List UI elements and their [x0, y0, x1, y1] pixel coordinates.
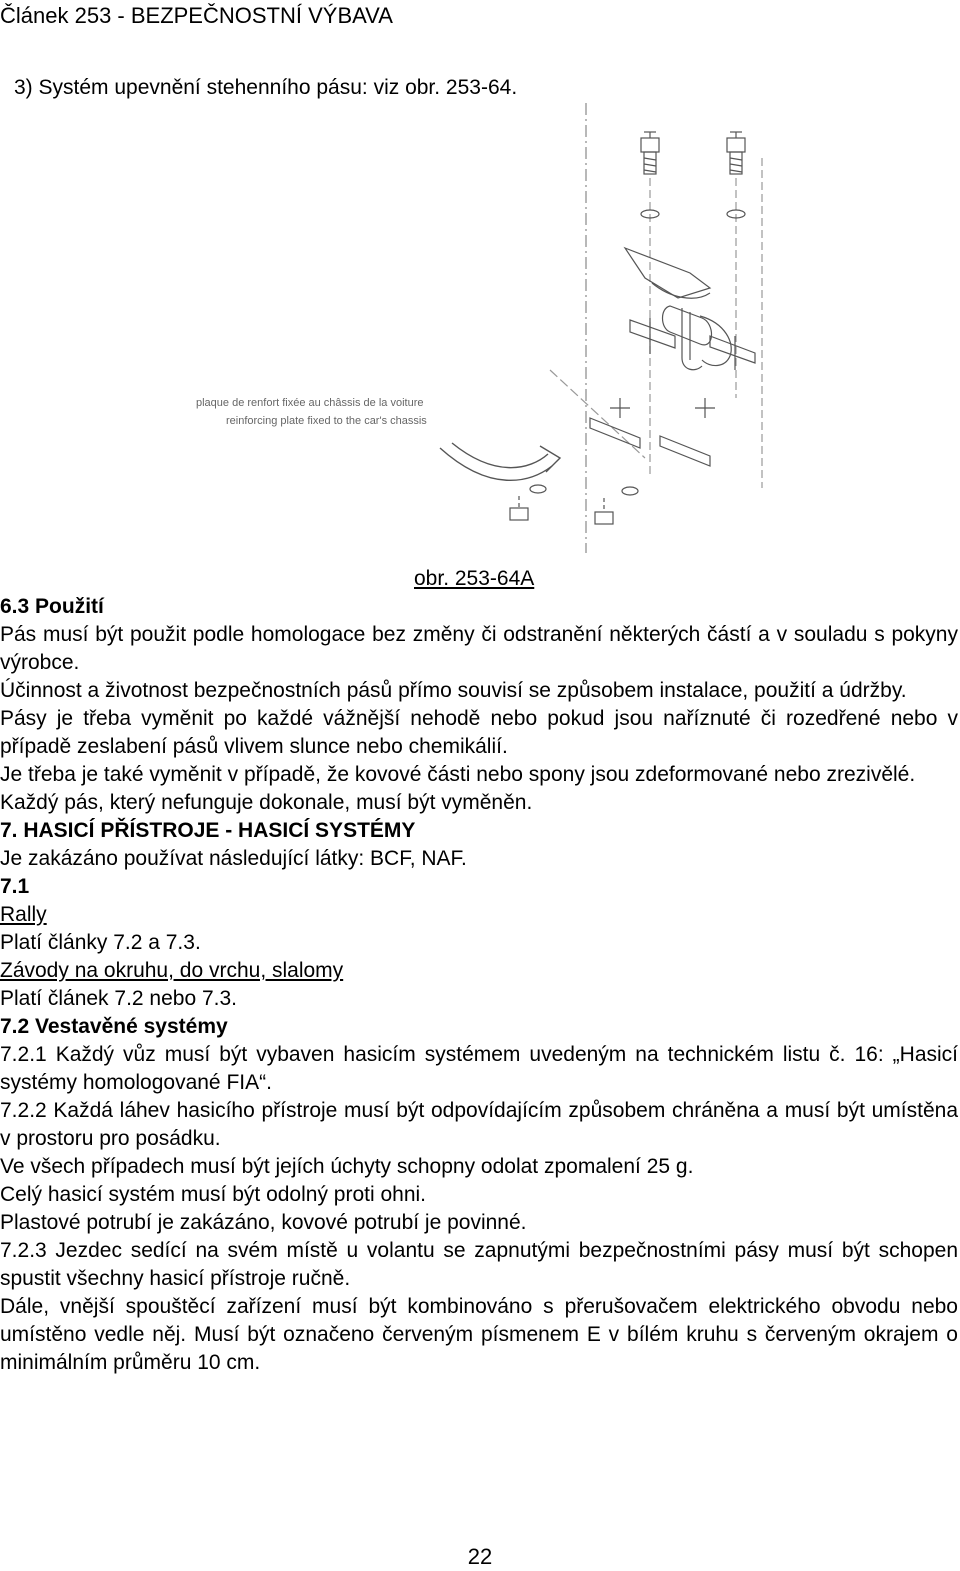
rally-text: Platí články 7.2 a 7.3. — [0, 931, 201, 954]
section-7-1-heading: 7.1 — [0, 875, 30, 898]
section-7-heading: 7. HASICÍ PŘÍSTROJE - HASICÍ SYSTÉMY — [0, 819, 416, 842]
section-7-2-2: 7.2.2 Každá láhev hasicího přístroje musí být odpovídajícím způsobem chráněna a musí být umístěna v prostoru pro posádku. — [0, 1099, 958, 1150]
section-7-2-2-paragraph-4: Plastové potrubí je zakázáno, kovové potrubí je povinné. — [0, 1211, 527, 1234]
section-6-3-heading: 6.3 Použití — [0, 595, 104, 618]
section-6-3-paragraph-5: Každý pás, který nefunguje dokonale, musí být vyměněn. — [0, 791, 533, 814]
section-7-2-3: 7.2.3 Jezdec sedící na svém místě u volantu se zapnutými bezpečnostními pásy musí být schopen spustit všechny hasicí přístroje ručně. — [0, 1239, 958, 1290]
section-7-2-1: 7.2.1 Každý vůz musí být vybaven hasicím systémem uvedeným na technickém listu č. 16: „Hasicí systémy homologované FIA“. — [0, 1043, 958, 1094]
page-number: 22 — [467, 1544, 493, 1569]
bolt-right — [727, 132, 745, 174]
section-7-2-heading: 7.2 Vestavěné systémy — [0, 1015, 228, 1038]
seat-belt-mounting-diagram — [190, 98, 790, 568]
label-french: plaque de renfort fixée au châssis de la voiture — [196, 397, 424, 409]
main-content — [0, 593, 958, 1377]
section-7-2-3-paragraph-2: Dále, vnější spouštěcí zařízení musí být kombinováno s přerušovačem elektrického obvodu nebo umístěno vedle něj. Musí být označeno červeným písmenem E v bílém kruhu s červeným okrajem o minimálním průměru 10 cm. — [0, 1295, 958, 1374]
section-6-3-paragraph-2: Účinnost a životnost bezpečnostních pásů přímo souvisí se způsobem instalace, použití a údržby. — [0, 679, 907, 702]
section-6-3-paragraph-3: Pásy je třeba vyměnit po každé vážnější nehodě nebo pokud jsou naříznuté či rozedřené nebo v případě zeslabení pásů vlivem slunce nebo chemikálií. — [0, 707, 958, 758]
page-header: Článek 253 - BEZPEČNOSTNÍ VÝBAVA — [0, 3, 393, 28]
rally-subheading: Rally — [0, 903, 47, 926]
section-7-2-2-paragraph-3: Celý hasicí systém musí být odolný proti ohni. — [0, 1183, 427, 1206]
bolt-left — [641, 132, 659, 174]
circuit-subheading: Závody na okruhu, do vrchu, slalomy — [0, 959, 344, 982]
section-6-3-paragraph-1: Pás musí být použit podle homologace bez změny či odstranění některých částí a v souladu s pokyny výrobce. — [0, 623, 958, 674]
label-english: reinforcing plate fixed to the car's chassis — [226, 415, 427, 427]
section-7-paragraph-1: Je zakázáno používat následující látky: BCF, NAF. — [0, 847, 467, 870]
circuit-text: Platí článek 7.2 nebo 7.3. — [0, 987, 237, 1010]
figure-caption: obr. 253-64A — [414, 567, 535, 590]
section-7-2-2-paragraph-2: Ve všech případech musí být jejích úchyty schopny odolat zpomalení 25 g. — [0, 1155, 694, 1178]
section-6-3-paragraph-4: Je třeba je také vyměnit v případě, že kovové části nebo spony jsou zdeformované nebo zrezivělé. — [0, 763, 916, 786]
intro-text: 3) Systém upevnění stehenního pásu: viz obr. 253-64. — [14, 76, 518, 99]
